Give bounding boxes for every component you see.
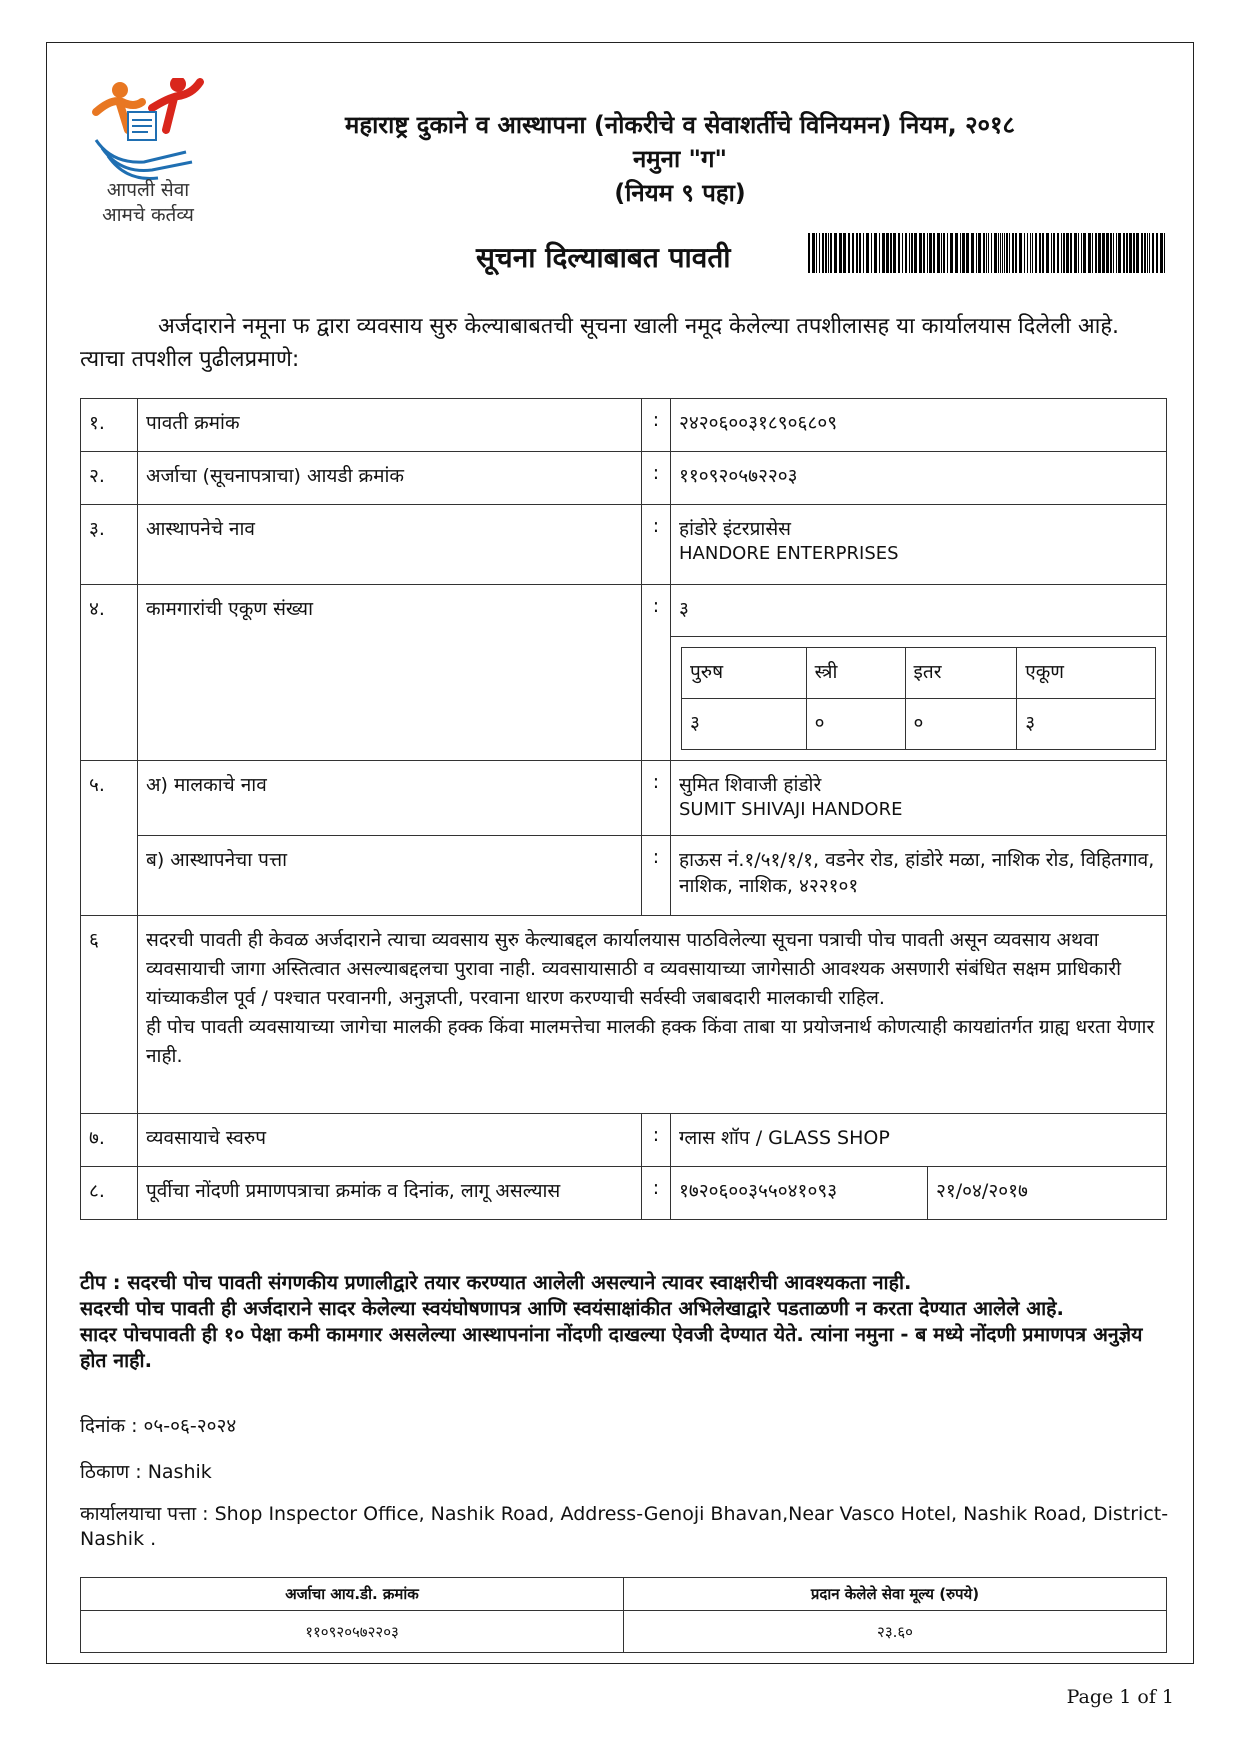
business-type-value: ग्लास शॉप / GLASS SHOP	[671, 1114, 1167, 1167]
fee-amount-value: २३.६०	[624, 1611, 1167, 1653]
disclaimer-cell	[138, 916, 1167, 1114]
total-workers-label: कामगारांची एकूण संख्या	[138, 585, 642, 761]
note-line-3: सादर पोचपावती ही १० पेक्षा कमी कामगार असलेल्या आस्थापनांना नोंदणी दाखल्या ऐवजी देण्यात येते. त्यांना नमुना - ब मध्ये नोंदणी प्रमाणपत्र अनुज्ञेय होत नाही.	[80, 1323, 1143, 1372]
disclaimer-paragraph-2: ही पोच पावती व्यवसायाच्या जागेचा मालकी हक्क किंवा मालमत्तेचा मालकी हक्क किंवा ताबा या प्रयोजनार्थ कोणत्याही कायद्यांतर्गत ग्राह्य धरता येणार नाही.	[146, 1016, 1155, 1067]
colon: :	[642, 399, 671, 452]
office-address: कार्यालयाचा पत्ता : Shop Inspector Office, Nashik Road, Address-Genoji Bhavan,Near Vasco Hotel, Nashik Road, District-Nashik .	[80, 1503, 1169, 1550]
colon: :	[642, 1167, 671, 1220]
logo-caption-1: आपली सेवा	[106, 179, 190, 201]
address-value: हाऊस नं.१/५१/१/१, वडनेर रोड, हांडोरे मळा, नाशिक रोड, विहितगाव, नाशिक, नाशिक, ४२२१०१	[671, 836, 1167, 916]
details-table	[80, 398, 1167, 1220]
barcode	[808, 233, 1168, 273]
workers-breakdown-cell	[671, 637, 1167, 761]
colon: :	[642, 585, 671, 761]
total-workers-value: ३	[671, 585, 1167, 637]
establishment-name-mr: हांडोरे इंटरप्रासेस	[679, 518, 792, 540]
row-number: २.	[81, 452, 138, 505]
colon: :	[642, 761, 671, 836]
previous-registration-date: २१/०४/२०१७	[928, 1167, 1167, 1220]
row-number: १.	[81, 399, 138, 452]
colon: :	[642, 836, 671, 916]
issue-date: दिनांक : ०५-०६-२०२४	[80, 1415, 237, 1437]
colon: :	[642, 452, 671, 505]
owner-name-mr: सुमित शिवाजी हांडोरे	[679, 774, 822, 796]
business-type-label: व्यवसायाचे स्वरुप	[138, 1114, 642, 1167]
fee-id-value: ११०९२०५७२२०३	[81, 1611, 624, 1653]
logo-caption-2: आमचे कर्तव्य	[102, 204, 194, 226]
row-number: ८.	[81, 1167, 138, 1220]
establishment-name-value	[671, 505, 1167, 585]
row-number: ६	[81, 916, 138, 1114]
colon: :	[642, 1114, 671, 1167]
note-block	[80, 1270, 1170, 1374]
disclaimer-paragraph-1: सदरची पावती ही केवळ अर्जदाराने त्याचा व्यवसाय सुरु केल्याबद्दल कार्यालयास पाठविलेल्या सूचना पत्राची पोच पावती असून व्यवसाय अथवा व्यवसायाची जागा अस्तित्वात असल्याबद्दलचा पुरावा नाही. व्यवसायासाठी व व्यवसायाच्या जागेसाठी आवश्यक असणारी संबंधित सक्षम प्राधिकारी यांच्याकडील पूर्व / पश्चात परवानगी, अनुज्ञप्ती, परवाना धारण करण्याची सर्वस्वी जबाबदारी मालकाची राहिल.	[146, 929, 1122, 1009]
row-number: ५.	[81, 761, 138, 916]
row-number: ४.	[81, 585, 138, 761]
header-rule-title: महाराष्ट्र दुकाने व आस्थापना (नोकरीचे व सेवाशर्तीचे विनियमन) नियम, २०१८	[344, 111, 1015, 139]
female-header: स्त्री	[806, 648, 905, 699]
receipt-number-label: पावती क्रमांक	[138, 399, 642, 452]
page-number: Page 1 of 1	[1066, 1686, 1174, 1708]
female-count: ०	[806, 699, 905, 750]
row-number: ३.	[81, 505, 138, 585]
note-line-1: टीप : सदरची पोच पावती संगणकीय प्रणालीद्वारे तयार करण्यात आलेली असल्याने त्यावर स्वाक्षरीची आवश्यकता नाही.	[80, 1271, 912, 1294]
other-count: ०	[905, 699, 1017, 750]
total-header: एकूण	[1017, 648, 1156, 699]
other-header: इतर	[905, 648, 1017, 699]
owner-name-en: SUMIT SHIVAJI HANDORE	[679, 799, 903, 820]
establishment-name-label: आस्थापनेचे नाव	[138, 505, 642, 585]
fee-table	[80, 1577, 1167, 1653]
establishment-name-en: HANDORE ENTERPRISES	[679, 543, 899, 564]
male-header: पुरुष	[682, 648, 807, 699]
address-label: ब) आस्थापनेचा पत्ता	[138, 836, 642, 916]
note-line-2: सदरची पोच पावती ही अर्जदाराने सादर केलेल्या स्वयंघोषणापत्र आणि स्वयंसाक्षांकीत अभिलेखाद्वारे पडताळणी न करता देण्यात आलेले आहे.	[80, 1297, 1064, 1320]
owner-name-label: अ) मालकाचे नाव	[138, 761, 642, 836]
workers-breakdown-table	[681, 647, 1156, 750]
application-id-value: ११०९२०५७२२०३	[671, 452, 1167, 505]
fee-amount-header: प्रदान केलेले सेवा मूल्य (रुपये)	[624, 1578, 1167, 1611]
previous-registration-label: पूर्वीचा नोंदणी प्रमाणपत्राचा क्रमांक व दिनांक, लागू असल्यास	[138, 1167, 642, 1220]
total-count: ३	[1017, 699, 1156, 750]
colon: :	[642, 505, 671, 585]
intro-text: अर्जदाराने नमूना फ द्वारा व्यवसाय सुरु केल्याबाबतची सूचना खाली नमूद केलेल्या तपशीलासह या कार्यालयास दिलेली आहे. त्याचा तपशील पुढीलप्रमाणे:	[80, 314, 1120, 372]
issue-place: ठिकाण : Nashik	[80, 1461, 212, 1483]
row-number: ७.	[81, 1114, 138, 1167]
application-id-label: अर्जाचा (सूचनापत्राचा) आयडी क्रमांक	[138, 452, 642, 505]
header-form-name: नमुना "ग"	[632, 145, 728, 173]
male-count: ३	[682, 699, 807, 750]
page-title: सूचना दिल्याबाबत पावती	[476, 241, 731, 274]
owner-name-value	[671, 761, 1167, 836]
fee-id-header: अर्जाचा आय.डी. क्रमांक	[81, 1578, 624, 1611]
previous-registration-number: १७२०६००३५५०४१०९३	[671, 1167, 928, 1220]
receipt-number-value: २४२०६००३१८९०६८०९	[671, 399, 1167, 452]
header-rule-ref: (नियम ९ पहा)	[614, 179, 746, 207]
